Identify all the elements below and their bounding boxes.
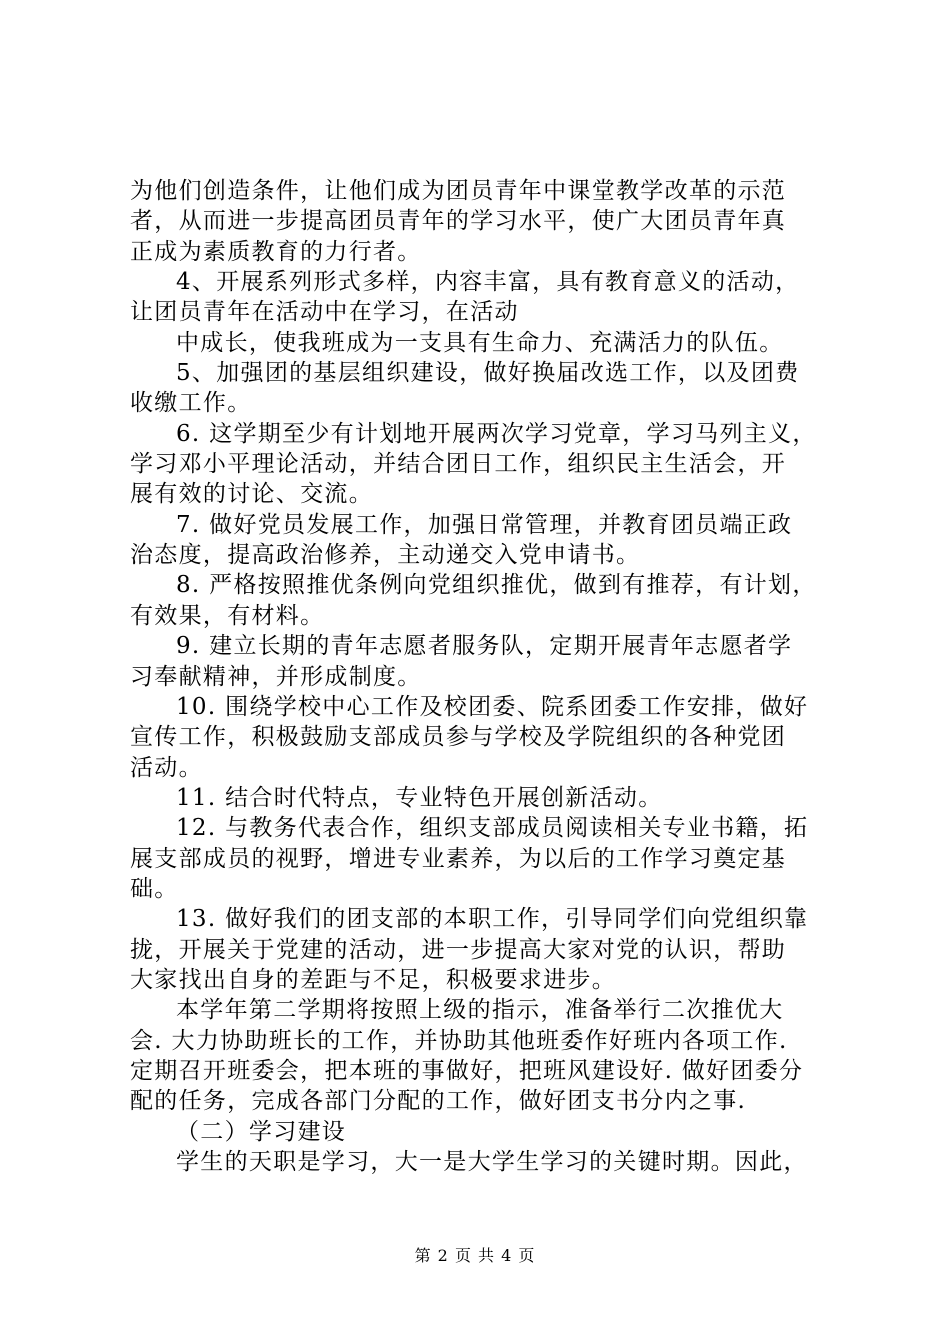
text-line: 收缴工作。 — [130, 390, 252, 417]
text-line: 定期召开班委会，把本班的事做好，把班风建设好. 做好团委分 — [130, 1057, 804, 1084]
text-line: 4、开展系列形式多样，内容丰富，具有教育意义的活动， — [176, 269, 800, 296]
text-line: 7. 做好党员发展工作，加强日常管理，并教育团员端正政 — [176, 511, 793, 538]
text-line: 6. 这学期至少有计划地开展两次学习党章，学习马列主义， — [176, 420, 817, 447]
text-line: 13. 做好我们的团支部的本职工作，引导同学们向党组织靠 — [176, 906, 809, 933]
text-line: 9. 建立长期的青年志愿者服务队，定期开展青年志愿者学 — [176, 633, 793, 660]
text-line: 学习邓小平理论活动，并结合团日工作，组织民主生活会，开 — [130, 451, 787, 478]
text-line: 10. 围绕学校中心工作及校团委、院系团委工作安排，做好 — [176, 693, 809, 720]
text-line: 8. 严格按照推优条例向党组织推优，做到有推荐，有计划， — [176, 572, 817, 599]
text-line: 展支部成员的视野，增进专业素养，为以后的工作学习奠定基 — [130, 845, 787, 872]
text-line: 学生的天职是学习，大一是大学生学习的关键时期。因此， — [176, 1149, 808, 1175]
text-line: 配的任务，完成各部门分配的工作，做好团支书分内之事. — [130, 1088, 747, 1115]
page-footer: 第 2 页 共 4 页 — [414, 1246, 536, 1265]
text-line: 12. 与教务代表合作，组织支部成员阅读相关专业书籍，拓 — [176, 815, 809, 842]
text-line: 5、加强团的基层组织建设，做好换届改选工作，以及团费 — [176, 360, 800, 387]
text-line: 者，从而进一步提高团员青年的学习水平，使广大团员青年真 — [130, 208, 787, 235]
text-line: 习奉献精神，并形成制度。 — [130, 663, 422, 690]
text-line: 有效果，有材料。 — [130, 602, 325, 629]
text-line: （二）学习建设 — [176, 1118, 347, 1145]
text-line: 展有效的讨论、交流。 — [130, 481, 373, 508]
text-line: 治态度，提高政治修养，主动递交入党申请书。 — [130, 542, 641, 569]
text-line: 会. 大力协助班长的工作，并协助其他班委作好班内各项工作. — [130, 1027, 788, 1054]
text-line: 11. 结合时代特点，专业特色开展创新活动。 — [176, 784, 663, 811]
text-line: 拢，开展关于党建的活动，进一步提高大家对党的认识，帮助 — [130, 936, 787, 963]
text-line: 本学年第二学期将按照上级的指示，准备举行二次推优大 — [176, 997, 784, 1024]
document-body — [130, 176, 830, 1177]
text-line: 础。 — [130, 875, 179, 902]
text-line: 中成长，使我班成为一支具有生命力、充满活力的队伍。 — [176, 329, 784, 356]
text-line: 活动。 — [130, 754, 203, 781]
text-line: 让团员青年在活动中在学习，在活动 — [130, 299, 519, 326]
text-line: 为他们创造条件，让他们成为团员青年中课堂教学改革的示范 — [130, 178, 787, 204]
text-line: 宣传工作，积极鼓励支部成员参与学校及学院组织的各种党团 — [130, 724, 787, 751]
text-line: 正成为素质教育的力行者。 — [130, 238, 422, 265]
text-line: 大家找出自身的差距与不足，积极要求进步。 — [130, 966, 616, 993]
